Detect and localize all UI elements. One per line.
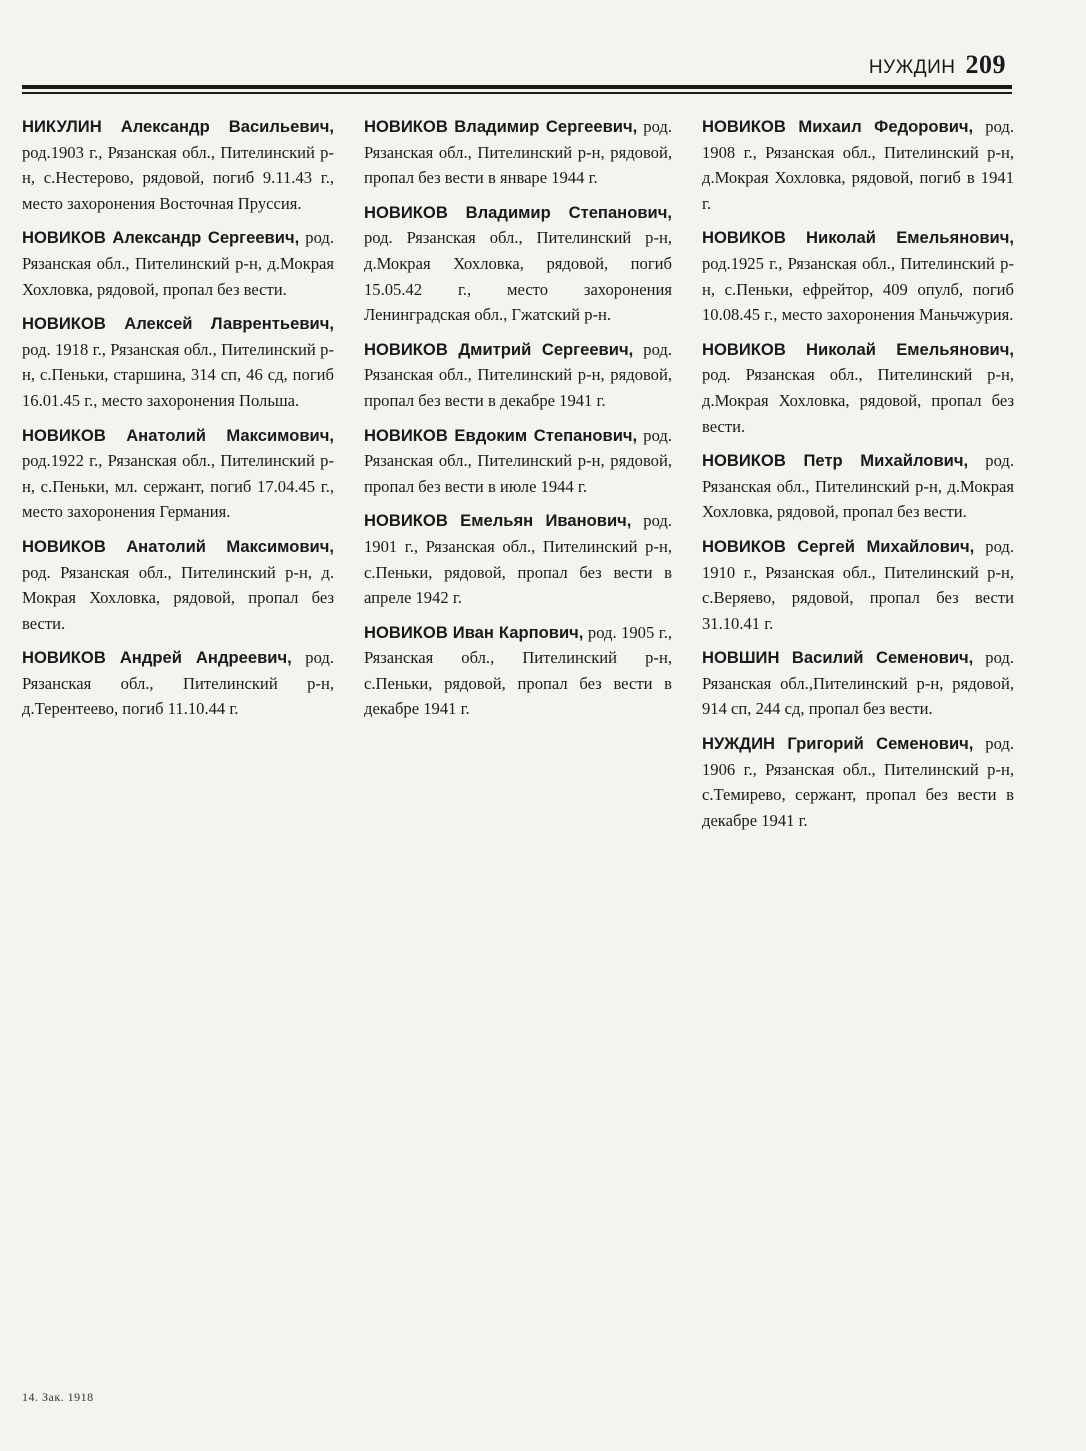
entry	[364, 337, 672, 414]
entry-name: НОВИКОВ Николай Емельянович,	[702, 339, 1014, 359]
page-header	[22, 48, 1012, 84]
entry	[364, 200, 672, 328]
entry-text: род. 1910 г., Рязанская обл., Пителинский р-н, с.Веряево, рядовой, пропал без вести 31.10.41 г.	[702, 536, 1015, 633]
entry-name: НУЖДИН Григорий Семенович,	[702, 734, 974, 754]
entry-name: НОВИКОВ Сергей Михайлович,	[702, 536, 975, 556]
entry-text: род. Рязанская обл., Пителинский р-н, рядовой, пропал без вести в январе 1944 г.	[364, 117, 672, 188]
entry-text: род. Рязанская обл., Пителинский р-н, д.Мокрая Хохловка, рядовой, пропал без вести.	[702, 451, 1014, 522]
footer-signature: 14. Зак. 1918	[22, 1390, 94, 1404]
entry-text: род. Рязанская обл.,Пителинский р-н, рядовой, 914 сп, 244 сд, пропал без вести.	[702, 648, 1014, 719]
entry-name: НОВИКОВ Александр Сергеевич,	[22, 228, 300, 248]
entry-name: НОВИКОВ Николай Емельянович,	[702, 228, 1014, 248]
entry-text: род. 1906 г., Рязанская обл., Пителинский р-н, с.Темирево, сержант, пропал без вести в декабре 1941 г.	[702, 734, 1014, 830]
entry	[22, 225, 334, 302]
header-rule-thin	[22, 92, 1012, 94]
entry-text: род. 1918 г., Рязанская обл., Пителинский р-н, с.Пеньки, старшина, 314 сп, 46 сд, погиб 16.01.45 г., место захоронения Польша.	[22, 339, 334, 410]
entry-text: род. Рязанская обл., Пителинский р-н, д.Мокрая Хохловка, рядовой, пропал без вести.	[22, 228, 334, 299]
entry-name: НОВИКОВ Владимир Сергеевич,	[364, 117, 638, 136]
text-columns	[22, 114, 1014, 842]
entry-name: НОВИКОВ Иван Карпович,	[364, 622, 584, 642]
entry	[22, 423, 334, 525]
entry	[702, 114, 1014, 216]
entry-name: НОВШИН Василий Семенович,	[702, 648, 974, 668]
entry-name: НОВИКОВ Емельян Иванович,	[364, 511, 632, 531]
page-number: 209	[965, 50, 1006, 79]
entry-name: НОВИКОВ Михаил Федорович,	[702, 117, 974, 136]
entry	[22, 114, 334, 216]
entry	[702, 225, 1014, 327]
entry-text: род. Рязанская обл., Пителинский р-н, рядовой, пропал без вести в декабре 1941 г.	[364, 339, 672, 410]
entry	[22, 645, 334, 722]
entry-text: род.1922 г., Рязанская обл., Пителинский р-н, с.Пеньки, мл. сержант, погиб 17.04.45 г., место захоронения Германия.	[22, 451, 334, 522]
entry	[22, 534, 334, 636]
entry	[364, 508, 672, 610]
column-2	[364, 114, 672, 842]
entry-text: род. 1908 г., Рязанская обл., Пителинский р-н, д.Мокрая Хохловка, рядовой, погиб в 1941 г.	[702, 117, 1014, 213]
entry	[702, 731, 1014, 833]
entry-name: НОВИКОВ Анатолий Максимович,	[22, 425, 334, 445]
entry-name: НОВИКОВ Петр Михайлович,	[702, 451, 969, 471]
entry-name: НОВИКОВ Евдоким Степанович,	[364, 425, 638, 445]
column-3	[702, 114, 1014, 842]
entry-name: НИКУЛИН Александр Васильевич,	[22, 117, 334, 136]
entry	[364, 423, 672, 500]
entry-text: род. 1905 г., Рязанская обл., Пителинский р-н, с.Пеньки, рядовой, пропал без вести в декабре 1941 г.	[364, 622, 672, 719]
running-head	[869, 50, 1006, 80]
entry-text: род.1925 г., Рязанская обл., Пителинский р-н, с.Пеньки, ефрейтор, 409 опулб, погиб 10.08.45 г., место захоронения Маньчжурия.	[702, 253, 1014, 325]
header-rule-thick	[22, 85, 1012, 89]
entry-text: род. Рязанская обл., Пителинский р-н, рядовой, пропал без вести в июле 1944 г.	[364, 425, 672, 496]
entry-text: род.1903 г., Рязанская обл., Пителинский р-н, с.Нестерово, рядовой, погиб 9.11.43 г., место захоронения Восточная Пруссия.	[22, 142, 334, 213]
entry-text: род. Рязанская обл., Пителинский р-н, д.Терентеево, погиб 11.10.44 г.	[22, 648, 334, 719]
entry	[364, 620, 672, 722]
entry-name: НОВИКОВ Дмитрий Сергеевич,	[364, 339, 634, 359]
entry-name: НОВИКОВ Владимир Степанович,	[364, 202, 672, 222]
entry-name: НОВИКОВ Анатолий Максимович,	[22, 536, 334, 556]
entry-name: НОВИКОВ Алексей Лаврентьевич,	[22, 314, 334, 334]
entry	[702, 337, 1014, 439]
entry-text: род. Рязанская обл., Пителинский р-н, д. Мокрая Хохловка, рядовой, пропал без вести.	[22, 562, 334, 633]
entry	[702, 534, 1014, 636]
entry-text: род. 1901 г., Рязанская обл., Пителинский р-н, с.Пеньки, рядовой, пропал без вести в апреле 1942 г.	[364, 511, 672, 608]
entry-text: род. Рязанская обл., Пителинский р-н, д.Мокрая Хохловка, рядовой, пропал без вести.	[702, 365, 1014, 436]
entry	[702, 448, 1014, 525]
entry	[364, 114, 672, 191]
entry-text: род. Рязанская обл., Пителинский р-н, д.Мокрая Хохловка, рядовой, погиб 15.05.42 г., место захоронения Ленинградская обл., Гжатский р-н.	[364, 228, 672, 325]
entry	[702, 645, 1014, 722]
column-1	[22, 114, 334, 842]
entry	[22, 311, 334, 413]
entry-name: НОВИКОВ Андрей Андреевич,	[22, 648, 292, 668]
running-head-title: НУЖДИН	[868, 57, 956, 78]
